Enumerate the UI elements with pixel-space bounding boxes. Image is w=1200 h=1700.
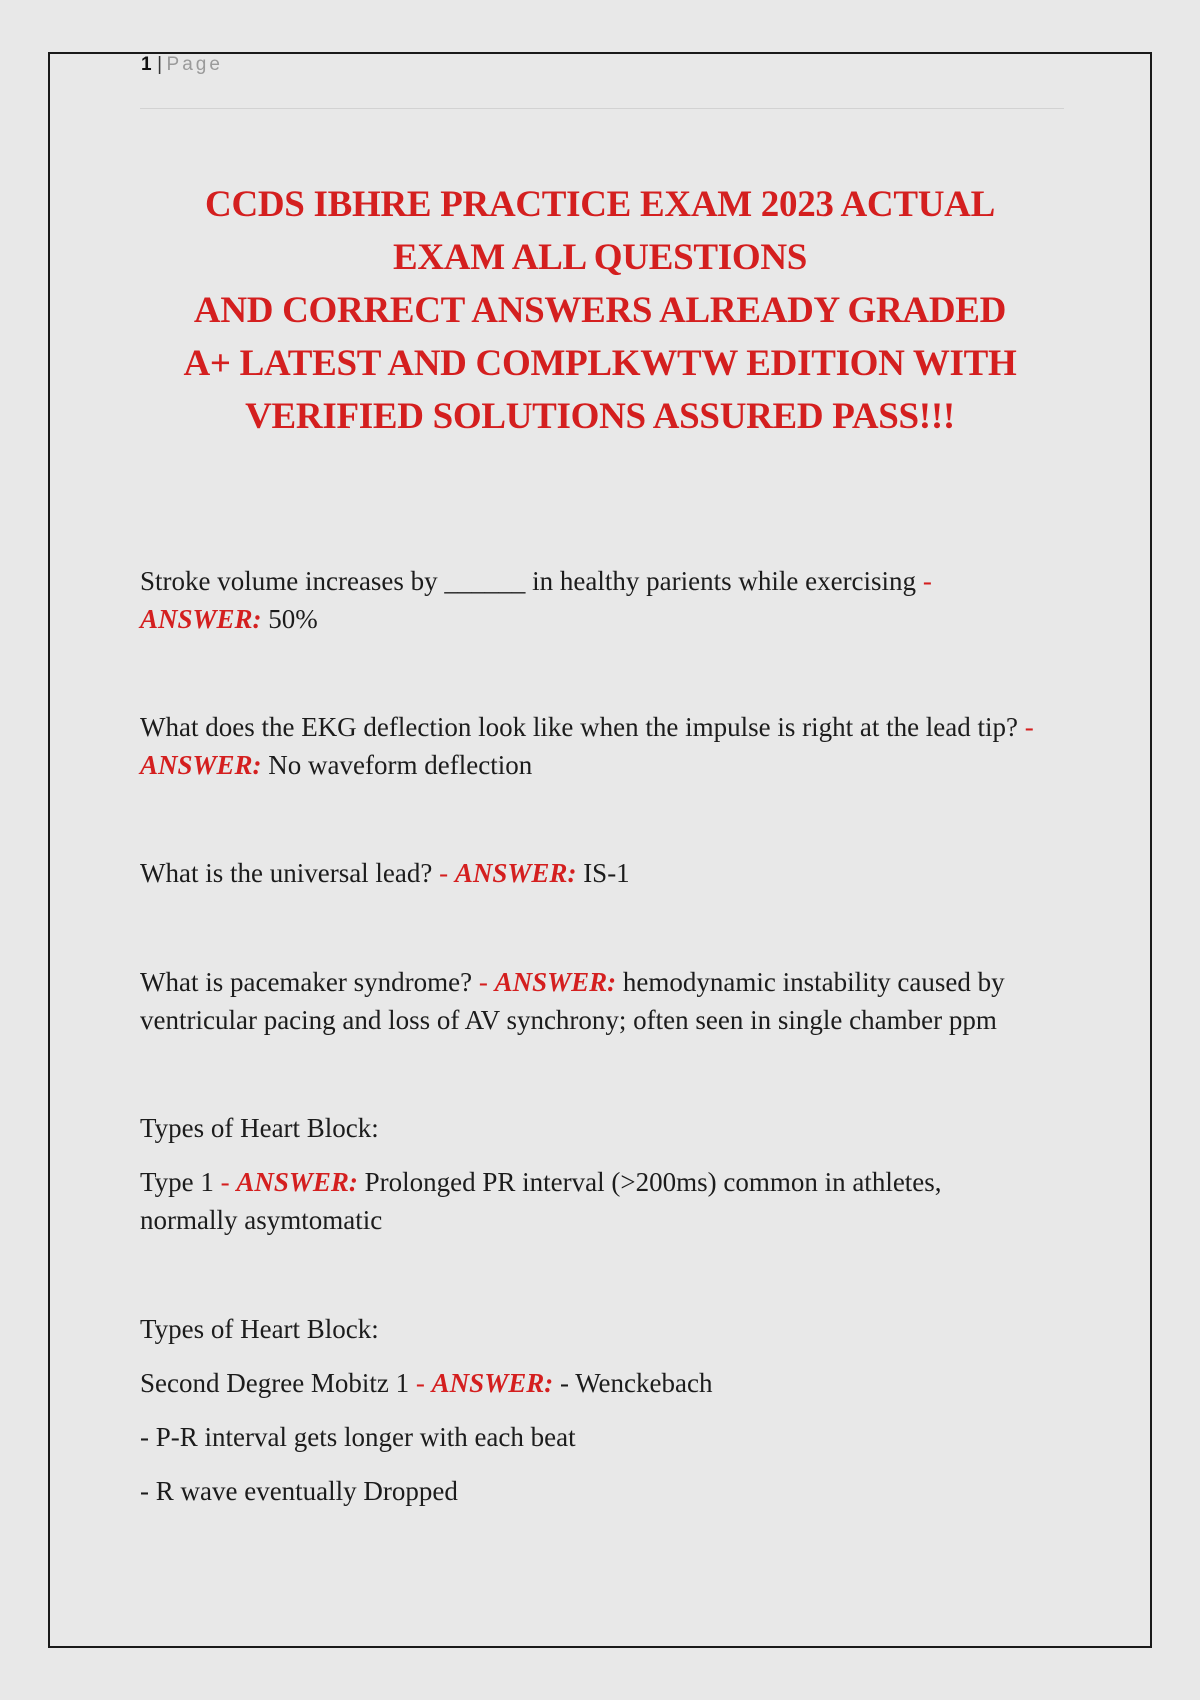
answer-text: No waveform deflection	[268, 750, 533, 780]
bullet-item: - R wave eventually Dropped	[140, 1476, 458, 1506]
qa-item-heart-block-type1	[140, 1109, 1070, 1239]
header-divider	[140, 108, 1064, 109]
question-text: What is pacemaker syndrome?	[140, 967, 473, 997]
answer-dash: -	[478, 967, 488, 997]
answer-dash: -	[439, 858, 449, 888]
title-line: AND CORRECT ANSWERS ALREADY GRADED	[193, 290, 1007, 331]
answer-text: IS-1	[583, 858, 630, 888]
answer-text: - Wenckebach	[559, 1368, 713, 1398]
page-separator: |	[157, 54, 163, 75]
answer-label: ANSWER:	[431, 1368, 554, 1398]
answer-dash: -	[922, 566, 932, 596]
question-text: What is the universal lead?	[140, 858, 433, 888]
bullet-item: - P-R interval gets longer with each beat	[140, 1422, 576, 1452]
answer-text: 50%	[268, 604, 318, 634]
page-number: 1	[141, 54, 153, 75]
answer-text: hemodynamic instability caused by	[622, 967, 1005, 997]
qa-item-ekg-deflection	[140, 708, 1070, 784]
title-line: CCDS IBHRE PRACTICE EXAM 2023 ACTUAL	[205, 184, 995, 225]
answer-label: ANSWER:	[454, 858, 577, 888]
answer-dash: -	[415, 1368, 425, 1398]
qa-item-stroke-volume	[140, 562, 1070, 638]
answer-text-continued: normally asymtomatic	[140, 1205, 383, 1235]
section-heading: Types of Heart Block:	[140, 1314, 379, 1344]
answer-text: Prolonged PR interval (>200ms) common in athletes,	[364, 1167, 942, 1197]
page-header	[141, 54, 223, 76]
question-text: Stroke volume increases by ______ in healthy parients while exercising	[140, 566, 917, 596]
qa-item-universal-lead	[140, 854, 1070, 892]
qa-item-pacemaker-syndrome	[140, 963, 1070, 1039]
answer-label: ANSWER:	[494, 967, 617, 997]
answer-dash: -	[220, 1167, 230, 1197]
title-line: A+ LATEST AND COMPLKWTW EDITION WITH	[183, 343, 1017, 384]
page-word: Page	[166, 54, 223, 75]
question-text: Second Degree Mobitz 1	[140, 1368, 410, 1398]
answer-text-continued: ventricular pacing and loss of AV synchrony; often seen in single chamber ppm	[140, 1005, 997, 1035]
title-line: VERIFIED SOLUTIONS ASSURED PASS!!!	[245, 396, 955, 437]
section-heading: Types of Heart Block:	[140, 1113, 379, 1143]
qa-item-heart-block-mobitz1	[140, 1310, 1070, 1510]
answer-label: ANSWER:	[236, 1167, 358, 1197]
question-text: Type 1	[140, 1167, 214, 1197]
answer-label: ANSWER:	[140, 750, 262, 780]
answer-dash: -	[1024, 712, 1034, 742]
question-text: What does the EKG deflection look like when the impulse is right at the lead tip?	[140, 712, 1019, 742]
document-title	[130, 178, 1070, 443]
answer-label: ANSWER:	[140, 604, 262, 634]
title-line: EXAM ALL QUESTIONS	[392, 237, 808, 278]
